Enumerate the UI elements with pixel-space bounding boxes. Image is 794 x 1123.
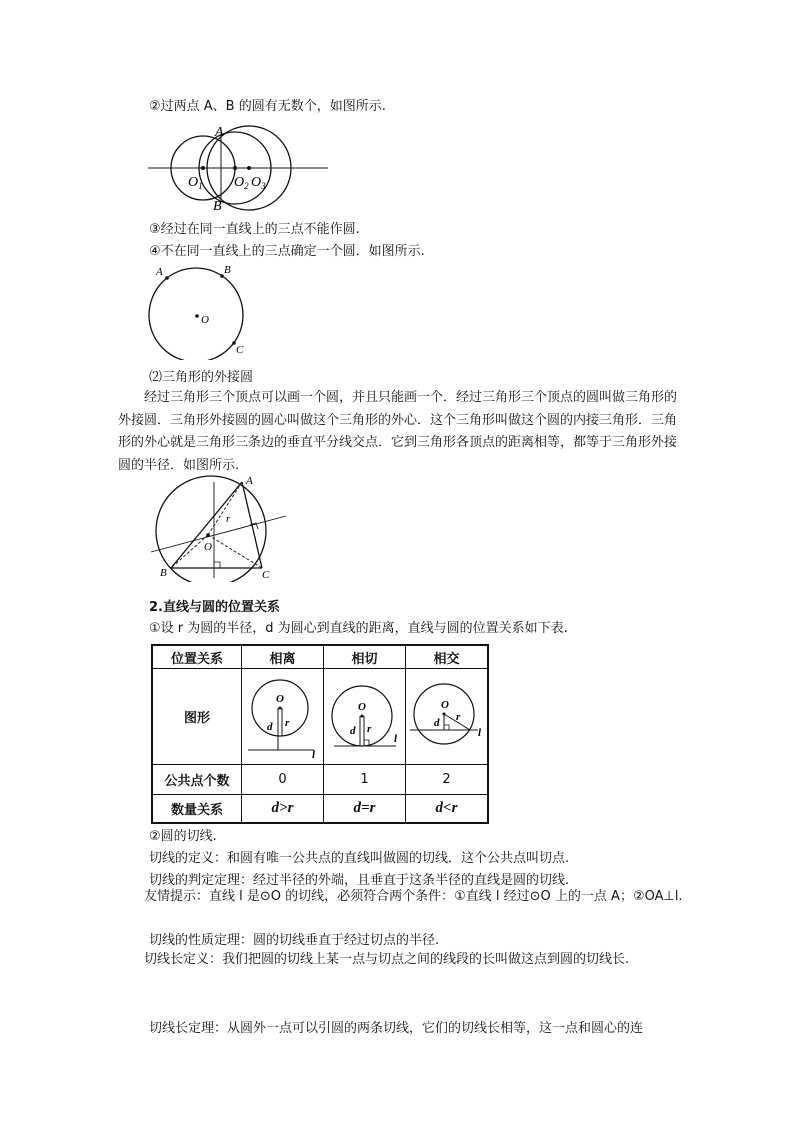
separate-label-r: r [284, 716, 289, 729]
figure-circles-through-two-points [148, 124, 348, 224]
point-l2: ③经过在同一直线上的三点不能作圆. [149, 222, 360, 237]
table-header: 位置关系 [152, 645, 242, 669]
row-label-relation: 数量关系 [152, 795, 242, 823]
figure-tangent [324, 669, 406, 765]
tangent-heading: ②圆的切线. [149, 829, 217, 844]
separate-label-l: l [311, 748, 315, 760]
figure-three-points-circle [146, 265, 256, 360]
tangent-property: 切线的性质定理：圆的切线垂直于经过切点的半径. [149, 933, 440, 948]
fig1-label-O3: $O_3$ [251, 175, 266, 191]
point-l3: ④不在同一直线上的三点确定一个圆．如图所示. [149, 244, 425, 259]
intersect-label-l: l [477, 726, 481, 739]
fig3-label-O: O [204, 541, 212, 553]
relation-cell: d=r [324, 795, 406, 823]
line-circle-intro: ①设 r 为圆的半径，d 为圆心到直线的距离，直线与圆的位置关系如下表. [149, 621, 568, 636]
fig1-label-B: B [213, 199, 222, 214]
point-l1: ②过两点 A、B 的圆有无数个，如图所示. [149, 99, 386, 114]
tangent-definition: 切线的定义：和圆有唯一公共点的直线叫做圆的切线．这个公共点叫切点. [149, 851, 570, 866]
separate-label-d: d [266, 720, 272, 733]
table-row [152, 795, 488, 823]
tangent-label-r: r [366, 722, 371, 735]
fig2-label-B: B [224, 265, 231, 276]
fig2-label-O: O [201, 314, 209, 326]
intersect-label-d: d [433, 716, 439, 729]
intersect-label-O: O [440, 698, 449, 711]
position-relation-table [151, 644, 489, 824]
figure-separate [242, 669, 324, 765]
section-circumcircle: ⑵三角形的外接圆 [149, 370, 254, 385]
fig1-label-O1: $O_1$ [188, 175, 203, 191]
separate-circle-figure [244, 670, 322, 760]
figure-intersect [406, 669, 489, 765]
row-label-count: 公共点个数 [152, 765, 242, 795]
table-header: 相交 [406, 645, 489, 669]
tangent-length-definition: 切线长定义：我们把圆的切线上某一点与切点之间的线段的长叫做这点到圆的切线长. [144, 952, 630, 967]
intersect-circle-figure [408, 670, 486, 760]
tangent-tip: 友情提示：直线 l 是⊙O 的切线，必须符合两个条件：①直线 l 经过⊙O 上的一点 A；②OA⊥l. [144, 889, 683, 904]
fig1-label-A: A [215, 125, 224, 140]
table-header: 相切 [324, 645, 406, 669]
tangent-circle-figure [326, 670, 404, 760]
section-line-circle: 2.直线与圆的位置关系 [149, 600, 280, 615]
table-header: 相离 [242, 645, 324, 669]
table-row [152, 669, 488, 765]
relation-cell: d<r [406, 795, 489, 823]
row-label-figure: 图形 [152, 669, 242, 765]
fig2-label-C: C [236, 344, 244, 356]
table-row [152, 765, 488, 795]
count-cell: 2 [406, 765, 489, 795]
count-cell: 1 [324, 765, 406, 795]
circumcircle-paragraph: 经过三角形三个顶点可以画一个圆，并且只能画一个．经过三角形三个顶点的圆叫做三角形的外接圆．三角形外接圆的圆心叫做这个三角形的外心．这个三角形叫做这个圆的内接三角形．三角形的外心就是三角形三条边的垂直平分线交点．它到三角形各顶点的距离相等，都等于三角形外接圆的半径．如图所示. [118, 390, 678, 473]
fig2-label-A: A [156, 266, 163, 278]
count-cell: 0 [242, 765, 324, 795]
fig3-label-A: A [246, 475, 253, 487]
separate-label-O: O [275, 692, 284, 705]
table-header-row [152, 645, 488, 669]
intersect-label-r: r [455, 710, 460, 723]
fig3-label-r: r [226, 513, 231, 525]
figure-circumcircle-triangle [146, 472, 306, 582]
fig3-label-C: C [262, 569, 270, 581]
fig1-label-O2: $O_2$ [234, 175, 249, 191]
tangent-criterion: 切线的判定定理：经过半径的外端，且垂直于这条半径的直线是圆的切线. [149, 873, 570, 888]
tangent-label-d: d [349, 724, 355, 737]
tangent-label-O: O [357, 700, 366, 713]
tangent-label-l: l [393, 732, 397, 745]
fig3-label-B: B [160, 567, 167, 579]
relation-cell: d>r [242, 795, 324, 823]
tangent-length-theorem: 切线长定理：从圆外一点可以引圆的两条切线，它们的切线长相等，这一点和圆心的连 [149, 1021, 644, 1036]
